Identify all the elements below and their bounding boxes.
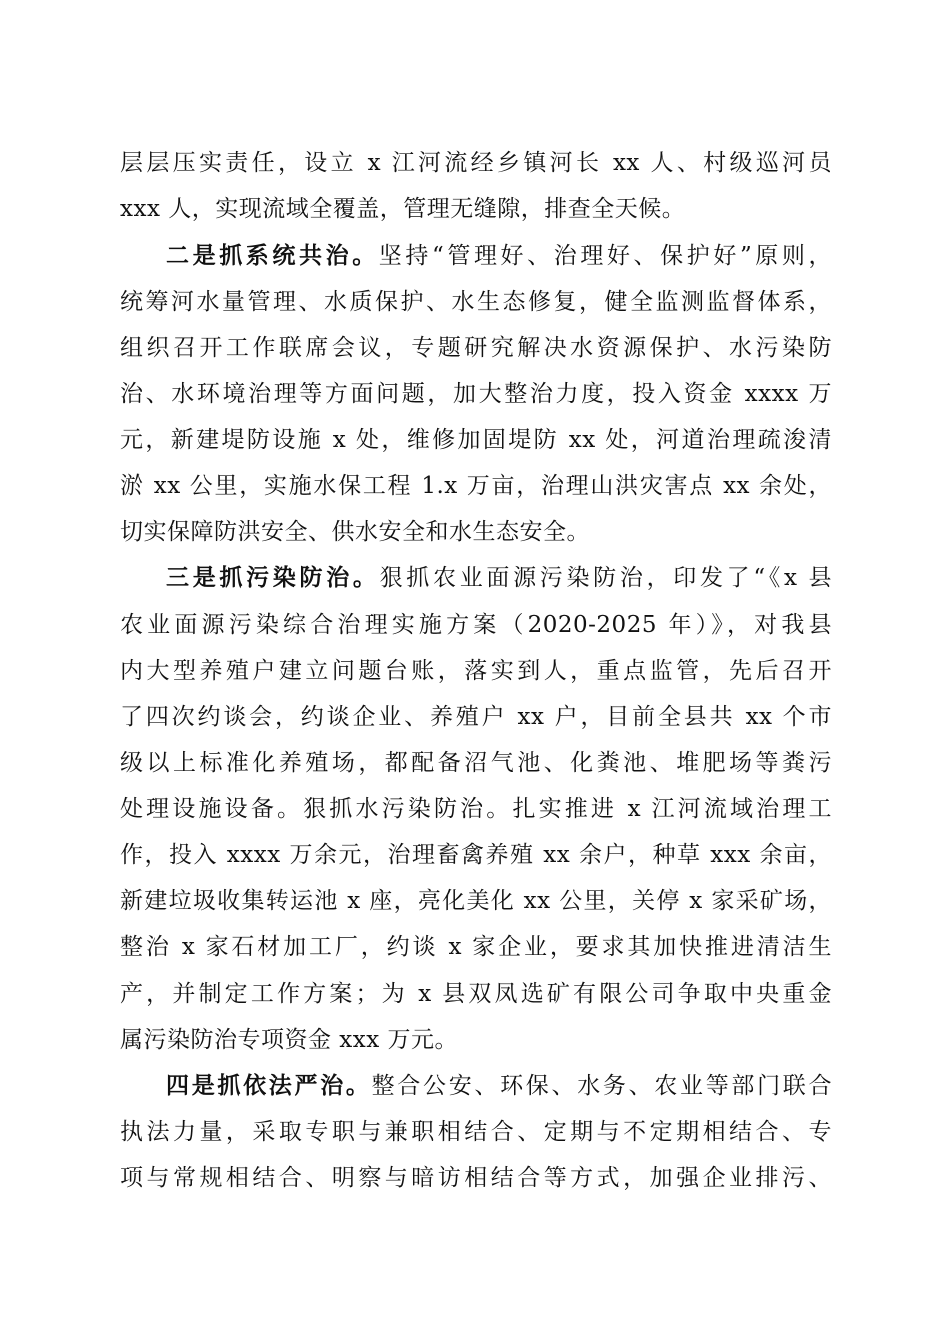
paragraph-3-lead: 三是抓污染防治。 (166, 564, 380, 591)
paragraph-1-line-2: xxx 人，实现流域全覆盖，管理无缝隙，排查全天候。 (120, 196, 686, 222)
paragraph-3-line-9: 整治 x 家石材加工厂，约谈 x 家企业，要求其加快推进清洁生 (120, 934, 832, 960)
paragraph-4-lead: 四是抓依法严治。 (166, 1072, 372, 1099)
paragraph-3-line-2: 农业面源污染综合治理实施方案（2020-2025 年）》，对我县 (120, 612, 832, 638)
paragraph-3-line-4: 了四次约谈会，约谈企业、养殖户 xx 户，目前全县共 xx 个市 (120, 704, 832, 730)
paragraph-2-lead: 二是抓系统共治。 (166, 242, 379, 269)
paragraph-3-line-8: 新建垃圾收集转运池 x 座，亮化美化 xx 公里，关停 x 家采矿场， (120, 888, 832, 914)
paragraph-2-first-line-rest: 坚持“管理好、治理好、保护好”原则， (378, 243, 832, 269)
paragraph-4-first-line (166, 1066, 832, 1106)
paragraph-3-line-7: 作，投入 xxxx 万余元，治理畜禽养殖 xx 余户，种草 xxx 余亩， (120, 842, 832, 868)
paragraph-2-line-6: 淤 xx 公里，实施水保工程 1.x 万亩，治理山洪灾害点 xx 余处， (120, 473, 832, 499)
paragraph-4-line-3: 项与常规相结合、明察与暗访相结合等方式，加强企业排污、 (120, 1165, 832, 1191)
paragraph-3-line-5: 级以上标准化养殖场，都配备沼气池、化粪池、堆肥场等粪污 (120, 750, 832, 776)
paragraph-2-first-line (166, 236, 832, 276)
paragraph-4-line-2: 执法力量，采取专职与兼职相结合、定期与不定期相结合、专 (120, 1119, 832, 1145)
paragraph-2-line-7: 切实保障防洪安全、供水安全和水生态安全。 (120, 519, 590, 545)
paragraph-4-first-line-rest: 整合公安、环保、水务、农业等部门联合 (371, 1073, 833, 1099)
paragraph-3-line-3: 内大型养殖户建立问题台账，落实到人，重点监管，先后召开 (120, 658, 832, 684)
paragraph-2-line-2: 统筹河水量管理、水质保护、水生态修复，健全监测监督体系， (120, 289, 832, 315)
paragraph-2-line-5: 元，新建堤防设施 x 处，维修加固堤防 xx 处，河道治理疏浚清 (120, 427, 832, 453)
paragraph-3-line-11: 属污染防治专项资金 xxx 万元。 (120, 1027, 459, 1053)
paragraph-3-first-line (166, 558, 832, 598)
paragraph-2-line-4: 治、水环境治理等方面问题，加大整治力度，投入资金 xxxx 万 (120, 381, 832, 407)
paragraph-3-first-line-rest: 狠抓农业面源污染防治，印发了“《x 县 (379, 565, 833, 591)
paragraph-3-line-6: 处理设施设备。狠抓水污染防治。扎实推进 x 江河流域治理工 (120, 796, 832, 822)
paragraph-2-line-3: 组织召开工作联席会议，专题研究解决水资源保护、水污染防 (120, 335, 832, 361)
paragraph-3-line-10: 产，并制定工作方案；为 x 县双凤选矿有限公司争取中央重金 (120, 981, 832, 1007)
paragraph-1-line-1: 层层压实责任，设立 x 江河流经乡镇河长 xx 人、村级巡河员 (120, 150, 832, 176)
